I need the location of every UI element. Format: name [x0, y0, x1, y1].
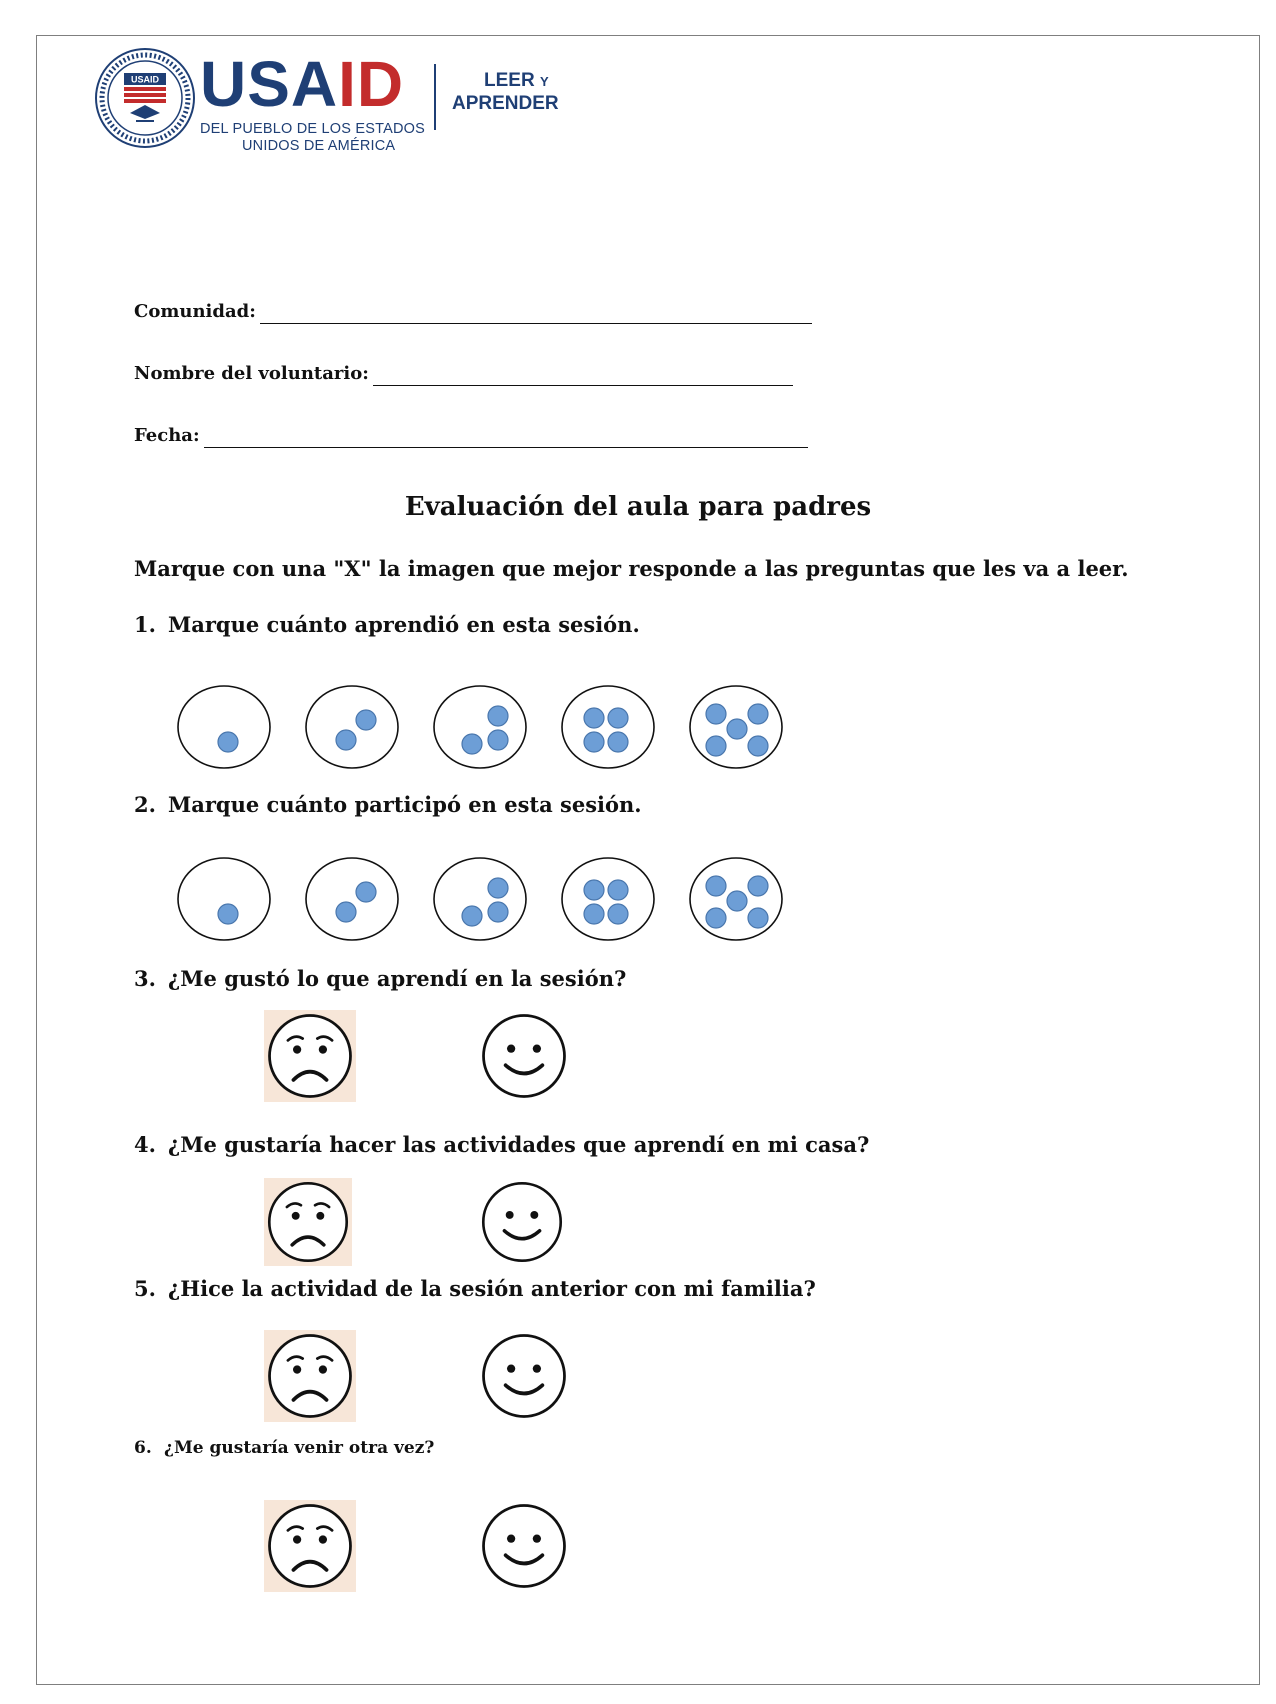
dot-mark — [608, 880, 628, 900]
dot-mark — [706, 736, 726, 756]
question-5-happy-option[interactable] — [478, 1330, 570, 1426]
dot-scale-circle — [178, 858, 270, 940]
question-4-number: 4. — [134, 1132, 156, 1157]
happy-face-icon — [478, 1330, 570, 1422]
dot-mark — [488, 706, 508, 726]
question-3-sad-option[interactable] — [264, 1010, 356, 1106]
dot-mark — [218, 904, 238, 924]
dot-scale-option-5[interactable] — [688, 684, 784, 770]
program-name — [452, 70, 559, 115]
question-3 — [134, 966, 626, 991]
question-1-scale — [176, 684, 784, 770]
usaid-subtitle — [200, 121, 425, 155]
dot-mark — [336, 730, 356, 750]
dot-scale-option-2[interactable] — [304, 856, 400, 942]
dot-scale-circle — [562, 858, 654, 940]
date-label: Fecha: — [134, 425, 200, 446]
question-3-number: 3. — [134, 966, 156, 991]
volunteer-field — [134, 362, 793, 386]
dot-mark — [584, 904, 604, 924]
dot-scale-option-3[interactable] — [432, 856, 528, 942]
dot-mark — [748, 736, 768, 756]
question-6-sad-option[interactable] — [264, 1500, 356, 1596]
question-1-number: 1. — [134, 612, 156, 637]
dot-scale-circle — [434, 686, 526, 768]
dot-mark — [584, 732, 604, 752]
dot-scale-option-1[interactable] — [176, 856, 272, 942]
dot-mark — [488, 902, 508, 922]
question-5 — [134, 1276, 816, 1301]
program-line2: APRENDER — [452, 93, 559, 114]
question-5-number: 5. — [134, 1276, 156, 1301]
program-line1 — [452, 70, 559, 93]
community-label: Comunidad: — [134, 301, 256, 322]
dot-mark — [356, 882, 376, 902]
happy-face-icon — [478, 1500, 570, 1592]
dot-mark — [336, 902, 356, 922]
date-field — [134, 424, 808, 448]
question-5-sad-option[interactable] — [264, 1330, 356, 1426]
date-input-line[interactable] — [204, 427, 808, 448]
dot-scale-circle — [306, 686, 398, 768]
question-4 — [134, 1132, 869, 1157]
dot-scale-option-1[interactable] — [176, 684, 272, 770]
question-3-text: ¿Me gustó lo que aprendí en la sesión? — [168, 966, 627, 991]
dot-mark — [608, 732, 628, 752]
dot-mark — [488, 878, 508, 898]
sad-face-icon — [264, 1500, 356, 1592]
usaid-subtitle-line1: DEL PUEBLO DE LOS ESTADOS — [200, 121, 425, 137]
question-2-number: 2. — [134, 792, 156, 817]
happy-face-icon — [478, 1178, 566, 1266]
dot-scale-circle — [434, 858, 526, 940]
dot-scale-option-4[interactable] — [560, 856, 656, 942]
question-2-scale — [176, 856, 784, 942]
dot-mark — [462, 906, 482, 926]
dot-mark — [608, 708, 628, 728]
question-2-text: Marque cuánto participó en esta sesión. — [168, 792, 642, 817]
dot-mark — [462, 734, 482, 754]
dot-mark — [706, 908, 726, 928]
usaid-wordmark — [200, 48, 405, 120]
happy-face-icon — [478, 1010, 570, 1102]
dot-scale-circle — [562, 686, 654, 768]
sad-face-icon — [264, 1330, 356, 1422]
dot-mark — [584, 708, 604, 728]
dot-scale-circle — [306, 858, 398, 940]
dot-mark — [748, 876, 768, 896]
sad-face-icon — [264, 1178, 352, 1266]
question-4-sad-option[interactable] — [264, 1178, 352, 1270]
volunteer-label: Nombre del voluntario: — [134, 363, 369, 384]
question-6-text: ¿Me gustaría venir otra vez? — [164, 1438, 435, 1458]
dot-mark — [748, 704, 768, 724]
dot-mark — [488, 730, 508, 750]
dot-scale-circle — [178, 686, 270, 768]
question-2 — [134, 792, 642, 817]
dot-scale-option-2[interactable] — [304, 684, 400, 770]
dot-mark — [727, 891, 747, 911]
dot-mark — [706, 876, 726, 896]
question-6-happy-option[interactable] — [478, 1500, 570, 1596]
volunteer-input-line[interactable] — [373, 365, 793, 386]
sad-face-icon — [264, 1010, 356, 1102]
question-4-happy-option[interactable] — [478, 1178, 566, 1270]
logo-divider — [434, 64, 436, 130]
dot-scale-option-5[interactable] — [688, 856, 784, 942]
program-y: Y — [539, 74, 549, 89]
usaid-wordmark-usa: USA — [200, 48, 339, 120]
dot-scale-option-4[interactable] — [560, 684, 656, 770]
dot-mark — [748, 908, 768, 928]
question-6-number: 6. — [134, 1438, 152, 1458]
dot-mark — [608, 904, 628, 924]
dot-mark — [584, 880, 604, 900]
dot-mark — [727, 719, 747, 739]
question-1-text: Marque cuánto aprendió en esta sesión. — [168, 612, 640, 637]
question-6 — [134, 1438, 434, 1458]
usaid-wordmark-id: ID — [338, 48, 405, 120]
question-1 — [134, 612, 640, 637]
dot-scale-option-3[interactable] — [432, 684, 528, 770]
dot-mark — [356, 710, 376, 730]
dot-mark — [218, 732, 238, 752]
question-3-happy-option[interactable] — [478, 1010, 570, 1106]
usaid-subtitle-line2: UNIDOS DE AMÉRICA — [242, 138, 396, 154]
program-leer: LEER — [484, 70, 535, 91]
svg-text:USAID: USAID — [130, 74, 160, 85]
question-5-text: ¿Hice la actividad de la sesión anterior con mi familia? — [168, 1276, 816, 1301]
page-title: Evaluación del aula para padres — [404, 492, 872, 522]
instruction-text: Marque con una "X" la imagen que mejor responde a las preguntas que les va a leer. — [134, 556, 1129, 581]
usaid-seal-icon — [94, 47, 196, 149]
community-input-line[interactable] — [260, 303, 812, 324]
question-4-text: ¿Me gustaría hacer las actividades que aprendí en mi casa? — [168, 1132, 870, 1157]
community-field — [134, 300, 812, 324]
dot-mark — [706, 704, 726, 724]
